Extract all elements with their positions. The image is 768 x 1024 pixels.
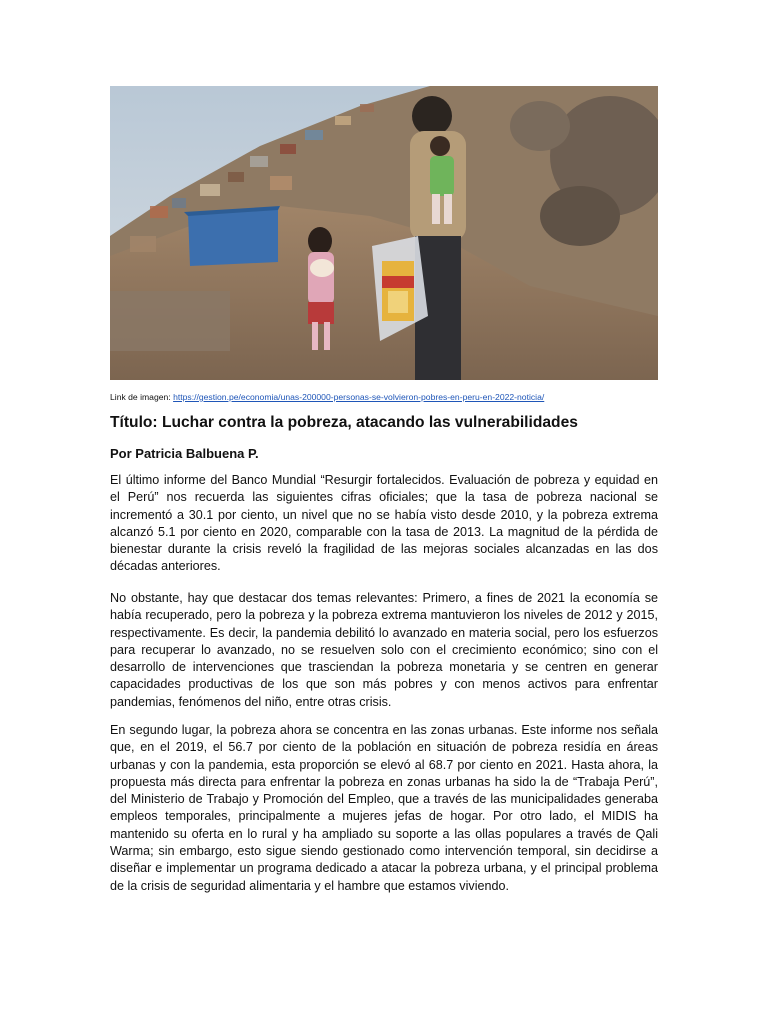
- article-author: Por Patricia Balbuena P.: [110, 446, 259, 461]
- paragraph-1: El último informe del Banco Mundial “Resurgir fortalecidos. Evaluación de pobreza y equidad en el Perú” nos recuerda las siguientes cifras oficiales; que la tasa de pobreza nacional se incrementó a 30.1 por ciento, un nivel que no se había visto desde 2010, y la pobreza extrema alcanzó 5.1 por ciento en 2020, comparable con la tasa de 2013. La magnitud de la pérdida de bienestar durante la crisis reveló la fragilidad de las mejoras sociales alcanzadas en las dos décadas anteriores.: [110, 473, 658, 574]
- article-photo: [110, 86, 658, 380]
- article-title: Título: Luchar contra la pobreza, atacando las vulnerabilidades: [110, 414, 578, 431]
- paragraph-3: En segundo lugar, la pobreza ahora se concentra en las zonas urbanas. Este informe nos señala que, en el 2019, el 56.7 por ciento de la población en situación de pobreza residía en áreas urbanas y con la pandemia, esta proporción se elevó al 68.7 por ciento en 2021. Hasta ahora, la propuesta más directa para enfrentar la pobreza en zonas urbanas ha sido la de “Trabaja Perú”, del Ministerio de Trabajo y Promoción del Empleo, que a través de las municipalidades generaba empleos temporales, principalmente a mujeres jefas de hogar. Por otro lado, el MIDIS ha mantenido su oferta en lo rural y ha ampliado su soporte a las ollas populares a través de Qali Warma; sin embargo, esto sigue siendo gestionado como intervención temporal, sin decidirse a diseñar e implementar un programa dedicado a atacar la pobreza urbana, y el principal problema de la crisis de seguridad alimentaria y el hambre que estamos viviendo.: [110, 723, 658, 893]
- image-link-label: Link de imagen:: [110, 392, 171, 402]
- image-link-url[interactable]: https://gestion.pe/economia/unas-200000-personas-se-volvieron-pobres-en-peru-en-2022-noticia/: [173, 392, 545, 402]
- paragraph-2: No obstante, hay que destacar dos temas relevantes: Primero, a fines de 2021 la economía se había recuperado, pero la pobreza y la pobreza extrema mantuvieron los niveles de 2012 y 2015, respectivamente. Es decir, la pandemia debilitó lo avanzado en materia social, pero los esfuerzos para recuperar lo avanzado, no se resuelven solo con el crecimiento económico; sino con el desarrollo de intervenciones que trasciendan la pobreza monetaria y se centren en generar capacidades productivas de los que son más pobres y con menos activos para enfrentar pandemias, fenómenos del niño, entre otras crisis.: [110, 591, 658, 709]
- image-link-line: [110, 392, 670, 402]
